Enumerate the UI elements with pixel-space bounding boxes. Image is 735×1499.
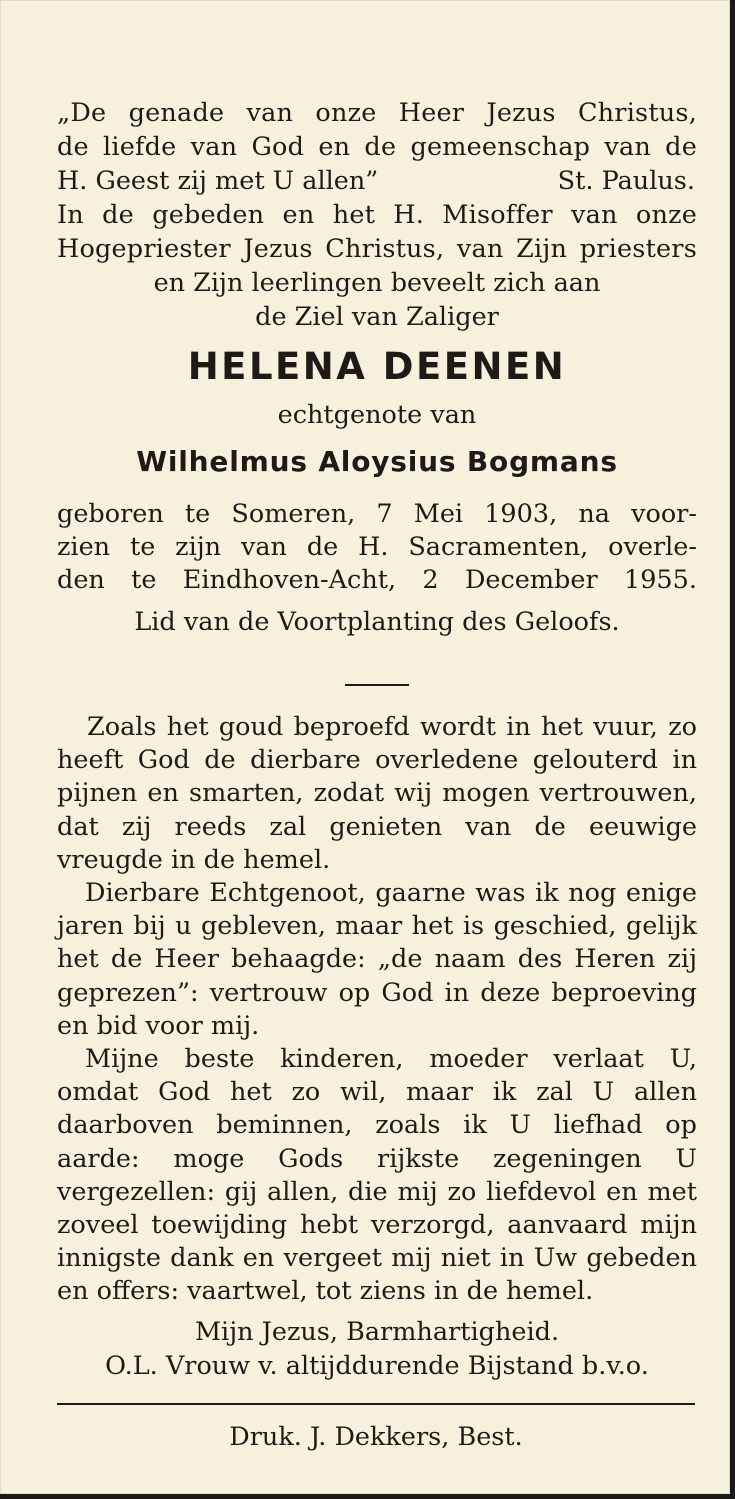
verse-line-with-author	[57, 164, 697, 198]
verse-line: H. Geest zij met U allen”	[57, 166, 379, 196]
memorial-text	[57, 711, 697, 1309]
biography	[57, 498, 697, 597]
closing-prayers	[57, 1315, 697, 1383]
prayer-line: Mijn Jezus, Barmhartigheid.	[194, 1316, 560, 1347]
opening-verse	[57, 96, 697, 334]
spouse-intro: echtgenote van	[277, 400, 477, 430]
membership: Lid van de Voortplanting des Geloofs.	[134, 607, 620, 637]
bio-line: zien te zijn van de H. Sacramenten, overle-	[57, 532, 697, 562]
bio-line: geboren te Someren, 7 Mei 1903, na voor-	[57, 499, 697, 529]
verse-line: In de gebeden en het H. Misoffer van onze	[57, 200, 697, 230]
paragraph: Mijne beste kinderen, moeder verlaat U, omdat God het zo wil, maar ik zal U allen daarboven beminnen, zoals ik U liefhad op aarde: moge Gods rijkste zegeningen U vergezellen: gij allen, die mij zo liefdevol en met zoveel toewijding hebt verzorgd, aanvaard mijn innigste dank en vergeet mij niet in Uw gebeden en offers: vaartwel, tot ziens in de hemel.	[57, 1044, 697, 1307]
paragraph: Dierbare Echtgenoot, gaarne was ik nog enige jaren bij u gebleven, maar het is geschied, gelijk het de Heer behaagde: „de naam des Heren zij geprezen”: vertrouw op God in deze beproeving en bid voor mij.	[57, 878, 697, 1041]
verse-author: St. Paulus.	[557, 166, 695, 196]
deceased-name: HELENA DEENEN	[187, 345, 567, 388]
paragraph: Zoals het goud beproefd wordt in het vuur, zo heeft God de dierbare overledene gelouterd in pijnen en smarten, zodat wij mogen vertrouwen, dat zij reeds zal genieten van de eeuwige vreugde in de hemel.	[57, 712, 697, 875]
verse-line: de liefde van God en de gemeenschap van de	[57, 132, 697, 162]
bio-line: den te Eindhoven-Acht, 2 December 1955.	[57, 565, 697, 595]
bottom-rule	[57, 1403, 695, 1405]
printer-credit: Druk. J. Dekkers, Best.	[229, 1422, 523, 1452]
spouse-name: Wilhelmus Aloysius Bogmans	[136, 445, 618, 478]
short-divider	[345, 684, 409, 686]
verse-line: Hogepriester Jezus Christus, van Zijn priesters	[57, 234, 697, 264]
verse-line: „De genade van onze Heer Jezus Christus,	[57, 98, 697, 128]
card-content	[57, 96, 697, 1383]
verse-line: de Ziel van Zaliger	[255, 302, 499, 332]
verse-line: en Zijn leerlingen beveelt zich aan	[153, 268, 601, 298]
prayer-line: O.L. Vrouw v. altijddurende Bijstand b.v.o.	[105, 1350, 649, 1381]
